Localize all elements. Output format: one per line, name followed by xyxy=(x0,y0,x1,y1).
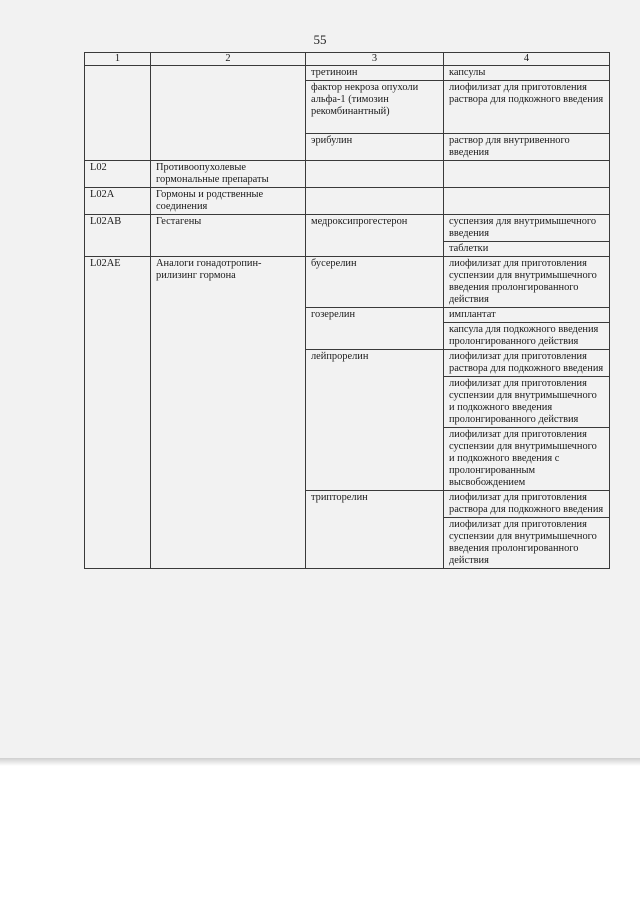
group-cell: Противоопухолевые гормональные препараты xyxy=(151,161,306,188)
form-cell: лиофилизат для приготовления раствора для подкожного введения xyxy=(444,81,610,134)
column-header: 3 xyxy=(306,53,444,66)
code-cell: L02AB xyxy=(85,215,151,257)
drug-cell xyxy=(306,161,444,188)
drug-cell xyxy=(306,188,444,215)
column-header: 2 xyxy=(151,53,306,66)
form-cell: капсула для подкожного введения пролонгированного действия xyxy=(444,323,610,350)
page-bottom-edge xyxy=(0,758,640,766)
form-cell: капсулы xyxy=(444,66,610,81)
table-row xyxy=(85,161,610,188)
column-header: 4 xyxy=(444,53,610,66)
form-cell xyxy=(444,188,610,215)
code-cell: L02A xyxy=(85,188,151,215)
drug-cell: трипторелин xyxy=(306,491,444,569)
form-cell: лиофилизат для приготовления суспензии для внутримышечного и подкожного введения пролонгированного действия xyxy=(444,377,610,428)
code-cell xyxy=(85,66,151,161)
column-header: 1 xyxy=(85,53,151,66)
form-cell: лиофилизат для приготовления раствора для подкожного введения xyxy=(444,491,610,518)
form-cell: лиофилизат для приготовления суспензии для внутримышечного и подкожного введения с пролонгированным высвобождением xyxy=(444,428,610,491)
code-cell: L02AE xyxy=(85,257,151,569)
group-cell: Гестагены xyxy=(151,215,306,257)
drug-cell: гозерелин xyxy=(306,308,444,350)
form-cell: таблетки xyxy=(444,242,610,257)
drug-cell: третиноин xyxy=(306,66,444,81)
form-cell: лиофилизат для приготовления суспензии для внутримышечного введения пролонгированного действия xyxy=(444,518,610,569)
form-cell: раствор для внутривенного введения xyxy=(444,134,610,161)
drug-cell: эрибулин xyxy=(306,134,444,161)
drug-registry-table xyxy=(84,52,610,569)
form-cell: лиофилизат для приготовления суспензии для внутримышечного введения пролонгированного действия xyxy=(444,257,610,308)
table-row xyxy=(85,66,610,81)
header-row xyxy=(85,53,610,66)
table-row xyxy=(85,257,610,308)
form-cell xyxy=(444,161,610,188)
drug-cell: медроксипрогестерон xyxy=(306,215,444,257)
group-cell: Гормоны и родственные соединения xyxy=(151,188,306,215)
group-cell xyxy=(151,66,306,161)
table-row xyxy=(85,188,610,215)
drug-cell: бусерелин xyxy=(306,257,444,308)
group-cell: Аналоги гонадотропин-рилизинг гормона xyxy=(151,257,306,569)
table-row xyxy=(85,215,610,242)
form-cell: суспензия для внутримышечного введения xyxy=(444,215,610,242)
code-cell: L02 xyxy=(85,161,151,188)
drug-cell: лейпрорелин xyxy=(306,350,444,491)
form-cell: лиофилизат для приготовления раствора для подкожного введения xyxy=(444,350,610,377)
page-number: 55 xyxy=(313,32,327,47)
form-cell: имплантат xyxy=(444,308,610,323)
drug-cell: фактор некроза опухоли альфа-1 (тимозин рекомбинантный) xyxy=(306,81,444,134)
